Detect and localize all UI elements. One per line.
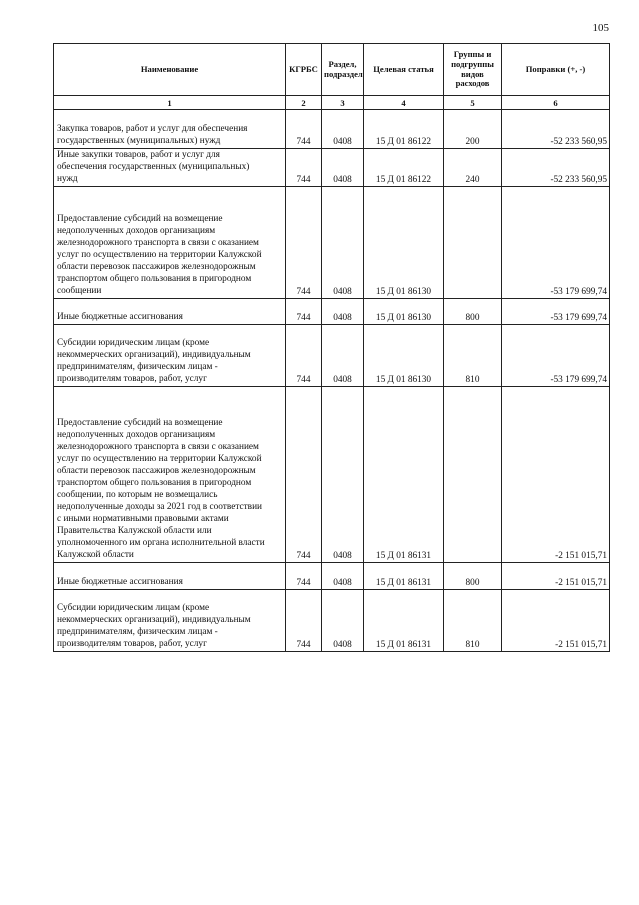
row-group: 800 xyxy=(444,563,502,590)
column-number: 6 xyxy=(502,96,610,110)
row-name-line: производителям товаров, работ, услуг xyxy=(57,374,207,384)
row-kgrbs: 744 xyxy=(286,149,322,187)
row-target: 15 Д 01 86131 xyxy=(364,590,444,652)
column-number: 4 xyxy=(364,96,444,110)
row-target: 15 Д 01 86130 xyxy=(364,325,444,387)
column-number: 2 xyxy=(286,96,322,110)
row-name-line: области перевозок пассажиров железнодорожным xyxy=(57,466,256,476)
row-name-line: транспортом общего пользования в пригородном xyxy=(57,274,252,284)
row-name-line: уполномоченного им органа исполнительной власти xyxy=(57,538,265,548)
row-name-line: некоммерческих организаций), индивидуальным xyxy=(57,615,251,625)
column-number: 5 xyxy=(444,96,502,110)
row-name-line: области перевозок пассажиров железнодорожным xyxy=(57,262,256,272)
row-kgrbs: 744 xyxy=(286,563,322,590)
row-kgrbs: 744 xyxy=(286,110,322,149)
row-name-line: Предоставление субсидий на возмещение xyxy=(57,418,223,428)
row-name-line: с иными нормативными правовыми актами xyxy=(57,514,229,524)
row-name-line: железнодорожного транспорта в связи с оказанием xyxy=(57,442,259,452)
row-name-line: обеспечения государственных (муниципальных) xyxy=(57,162,250,172)
row-name-line: Иные бюджетные ассигнования xyxy=(57,577,183,587)
row-name xyxy=(54,563,286,590)
row-target: 15 Д 01 86131 xyxy=(364,563,444,590)
table-body xyxy=(54,110,610,652)
row-section: 0408 xyxy=(322,563,364,590)
row-target: 15 Д 01 86122 xyxy=(364,110,444,149)
column-number: 1 xyxy=(54,96,286,110)
page-number: 105 xyxy=(592,22,609,34)
header-kgrbs: КГРБС xyxy=(286,44,322,96)
row-group: 240 xyxy=(444,149,502,187)
row-kgrbs: 744 xyxy=(286,387,322,563)
row-section: 0408 xyxy=(322,590,364,652)
row-amount: -53 179 699,74 xyxy=(502,325,610,387)
row-amount: -52 233 560,95 xyxy=(502,110,610,149)
row-amount: -53 179 699,74 xyxy=(502,299,610,325)
row-amount: -2 151 015,71 xyxy=(502,563,610,590)
row-name xyxy=(54,590,286,652)
table-row xyxy=(54,110,610,149)
row-target: 15 Д 01 86130 xyxy=(364,187,444,299)
table-row xyxy=(54,325,610,387)
row-kgrbs: 744 xyxy=(286,299,322,325)
row-name xyxy=(54,387,286,563)
row-section: 0408 xyxy=(322,149,364,187)
column-number: 3 xyxy=(322,96,364,110)
table-row xyxy=(54,299,610,325)
budget-table xyxy=(53,43,610,652)
row-group: 810 xyxy=(444,590,502,652)
row-group: 200 xyxy=(444,110,502,149)
row-name-line: железнодорожного транспорта в связи с оказанием xyxy=(57,238,259,248)
header-amount: Поправки (+, -) xyxy=(502,44,610,96)
table-row xyxy=(54,149,610,187)
row-name-line: Субсидии юридическим лицам (кроме xyxy=(57,338,210,348)
row-name xyxy=(54,149,286,187)
row-name-line: Правительства Калужской области или xyxy=(57,526,212,536)
row-name-line: Закупка товаров, работ и услуг для обеспечения xyxy=(57,124,248,134)
row-name-line: Иные закупки товаров, работ и услуг для xyxy=(57,150,220,160)
row-group: 800 xyxy=(444,299,502,325)
header-row xyxy=(54,44,610,96)
row-section: 0408 xyxy=(322,387,364,563)
row-name-line: Иные бюджетные ассигнования xyxy=(57,312,183,322)
row-kgrbs: 744 xyxy=(286,187,322,299)
table-row xyxy=(54,387,610,563)
row-section: 0408 xyxy=(322,325,364,387)
row-name-line: Субсидии юридическим лицам (кроме xyxy=(57,603,210,613)
table-row xyxy=(54,187,610,299)
row-name-line: сообщении, по которым не возмещались xyxy=(57,490,218,500)
row-group xyxy=(444,187,502,299)
row-amount: -2 151 015,71 xyxy=(502,590,610,652)
table-row xyxy=(54,563,610,590)
row-name xyxy=(54,325,286,387)
row-group: 810 xyxy=(444,325,502,387)
row-name-line: предпринимателям, физическим лицам - xyxy=(57,362,218,372)
row-name-line: нужд xyxy=(57,174,78,184)
row-name-line: Калужской области xyxy=(57,550,134,560)
row-amount: -52 233 560,95 xyxy=(502,149,610,187)
header-name: Наименование xyxy=(54,44,286,96)
row-kgrbs: 744 xyxy=(286,325,322,387)
row-section: 0408 xyxy=(322,299,364,325)
row-name-line: услуг по осуществлению на территории Калужской xyxy=(57,454,262,464)
row-name-line: государственных (муниципальных) нужд xyxy=(57,136,221,146)
row-name-line: некоммерческих организаций), индивидуальным xyxy=(57,350,251,360)
row-name-line: сообщении xyxy=(57,286,102,296)
row-amount: -53 179 699,74 xyxy=(502,187,610,299)
column-number-row xyxy=(54,96,610,110)
row-name xyxy=(54,299,286,325)
header-section: Раздел, подраздел xyxy=(322,44,364,96)
header-group: Группы и подгруппы видов расходов xyxy=(444,44,502,96)
row-amount: -2 151 015,71 xyxy=(502,387,610,563)
row-name-line: недополученные доходы за 2021 год в соответствии xyxy=(57,502,263,512)
row-name-line: Предоставление субсидий на возмещение xyxy=(57,214,223,224)
table-row xyxy=(54,590,610,652)
row-target: 15 Д 01 86130 xyxy=(364,299,444,325)
row-kgrbs: 744 xyxy=(286,590,322,652)
row-name-line: предпринимателям, физическим лицам - xyxy=(57,627,218,637)
row-name-line: транспортом общего пользования в пригородном xyxy=(57,478,252,488)
row-name-line: услуг по осуществлению на территории Калужской xyxy=(57,250,262,260)
header-target: Целевая статья xyxy=(364,44,444,96)
row-name-line: производителям товаров, работ, услуг xyxy=(57,639,207,649)
row-section: 0408 xyxy=(322,187,364,299)
row-group xyxy=(444,387,502,563)
row-name-line: недополученных доходов организациям xyxy=(57,226,216,236)
row-name xyxy=(54,187,286,299)
row-target: 15 Д 01 86122 xyxy=(364,149,444,187)
row-target: 15 Д 01 86131 xyxy=(364,387,444,563)
row-section: 0408 xyxy=(322,110,364,149)
row-name-line: недополученных доходов организациям xyxy=(57,430,216,440)
row-name xyxy=(54,110,286,149)
